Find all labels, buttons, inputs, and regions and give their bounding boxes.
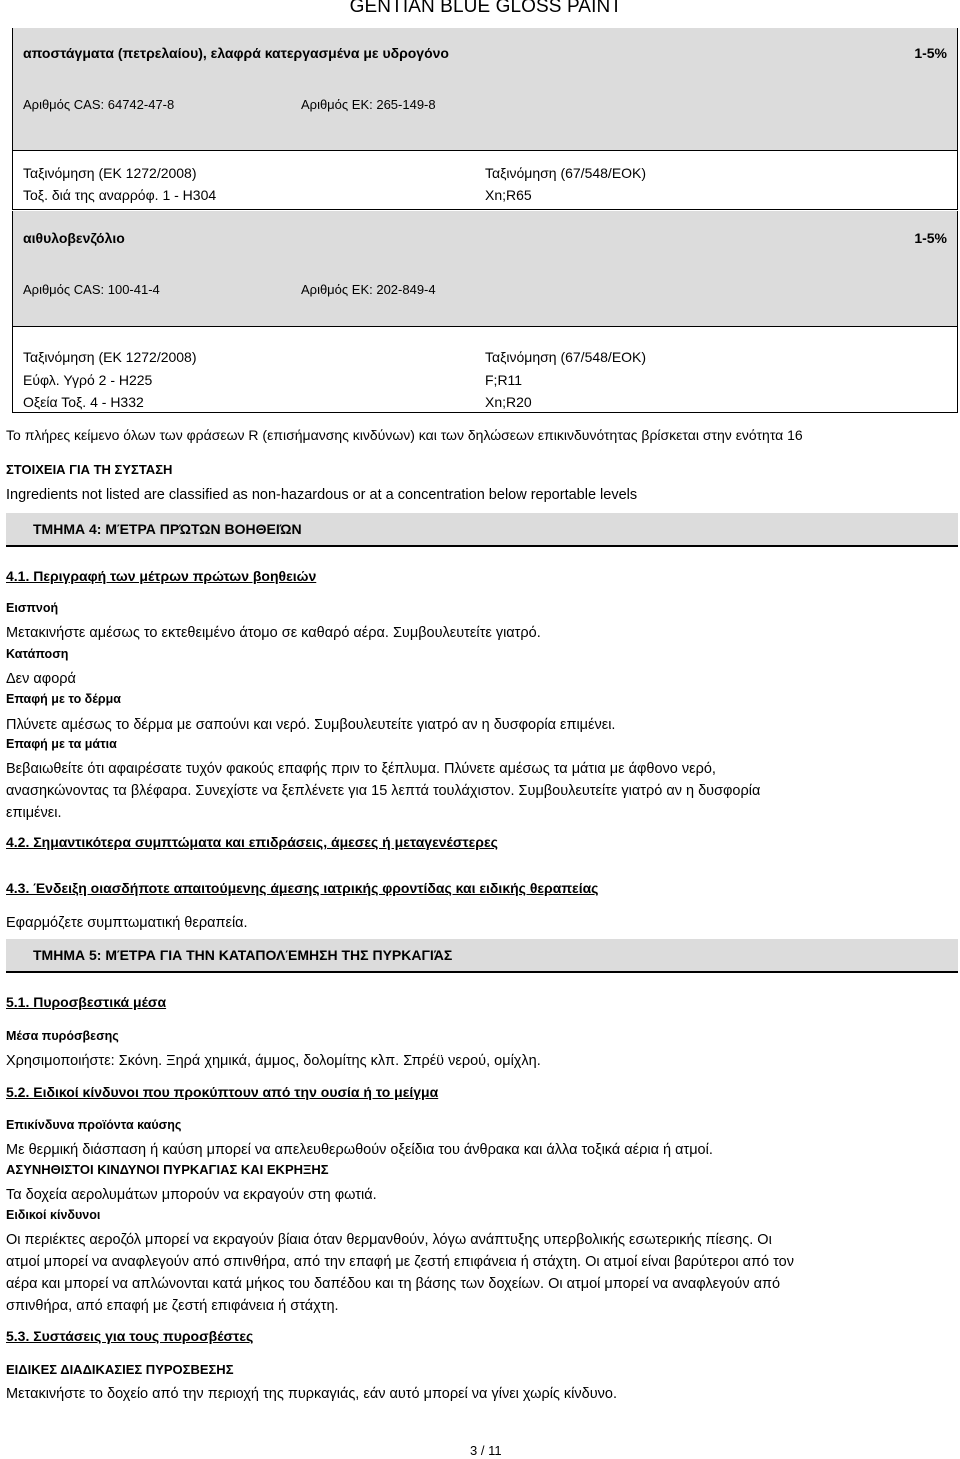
ingredient-name: αιθυλοβενζόλιο <box>23 230 125 246</box>
unusual-hazards-text: Τα δοχεία αερολυμάτων μπορούν να εκραγούν στη φωτιά. <box>6 1187 377 1203</box>
ingredient-percent: 1-5% <box>914 45 947 61</box>
clp-classification-line: Τοξ. διά της αναρρόφ. 1 - H304 <box>23 187 217 203</box>
specific-hazards-line: σπινθήρα, από επαφή με ζεστή επιφάνεια ή στάχτη. <box>6 1298 339 1314</box>
ec-number: Αριθμός ΕΚ: 265-149-8 <box>301 97 436 112</box>
clp-classification-line: Εύφλ. Υγρό 2 - H225 <box>23 372 153 388</box>
document-title: GENTIAN BLUE GLOSS PAINT <box>349 0 622 17</box>
firefighting-procedures-text: Μετακινήστε το δοχείο από την περιοχή της πυρκαγιάς, εάν αυτό μπορεί να γίνει χωρίς κίνδυνο. <box>6 1386 617 1402</box>
specific-hazards-line: αέρα και μπορεί να απλώνονται κατά μήκος του δαπέδου και τη βάσης των δοχείων. Οι ατμοί μπορεί να αναφλεγούν από <box>6 1276 781 1292</box>
clp-classification-line: Οξεία Τοξ. 4 - H332 <box>23 394 144 410</box>
section-4-title: ΤΜΗΜΑ 4: ΜΈΤΡΑ ΠΡΏΤΩΝ ΒΟΗΘΕΙΏΝ <box>33 521 302 537</box>
ingredient-name: αποστάγματα (πετρελαίου), ελαφρά κατεργασμένα με υδρογόνο <box>23 45 449 61</box>
section-4-header <box>6 513 958 547</box>
inhalation-label: Εισπνοή <box>6 601 59 615</box>
ingredient-percent: 1-5% <box>914 230 947 246</box>
cas-number: Αριθμός CAS: 100-41-4 <box>23 282 160 297</box>
dsd-classification-line: Xn;R65 <box>485 187 532 203</box>
ingredient-block-2 <box>12 211 958 413</box>
composition-heading: ΣΤΟΙΧΕΙΑ ΓΙΑ ΤΗ ΣΥΣΤΑΣΗ <box>6 462 173 477</box>
eye-contact-text-line: επιμένει. <box>6 805 62 821</box>
clp-classification-label: Ταξινόμηση (ΕΚ 1272/2008) <box>23 165 197 181</box>
eye-contact-label: Επαφή με τα μάτια <box>6 737 117 751</box>
ec-number: Αριθμός ΕΚ: 202-849-4 <box>301 282 436 297</box>
ingestion-label: Κατάποση <box>6 647 69 661</box>
subsection-4-3-heading: 4.3. Ένδειξη οιασδήποτε απαιτούμενης άμεσης ιατρικής φροντίδας και ειδικής θεραπείας <box>6 880 599 896</box>
firefighting-procedures-label: ΕΙΔΙΚΕΣ ΔΙΑΔΙΚΑΣΙΕΣ ΠΥΡΟΣΒΕΣΗΣ <box>6 1362 234 1377</box>
eye-contact-text-line: Βεβαιωθείτε ότι αφαιρέσατε τυχόν φακούς επαφής πριν το ξέπλυμα. Πλύνετε αμέσως τα μάτια με άφθονο νερό, <box>6 761 716 777</box>
subsection-5-2-heading: 5.2. Ειδικοί κίνδυνοι που προκύπτουν από την ουσία ή το μείγμα <box>6 1084 439 1100</box>
ingestion-text: Δεν αφορά <box>6 671 76 687</box>
ingredient-block-1 <box>12 28 958 210</box>
skin-contact-label: Επαφή με το δέρμα <box>6 692 121 706</box>
specific-hazards-label: Ειδικοί κίνδυνοι <box>6 1208 101 1222</box>
combustion-products-label: Επικίνδυνα προϊόντα καύσης <box>6 1118 182 1132</box>
section-5-title: ΤΜΗΜΑ 5: ΜΈΤΡΑ ΓΙΑ ΤΗΝ ΚΑΤΑΠΟΛΈΜΗΣΗ ΤΗΣ ΠΥΡΚΑΓΙΆΣ <box>33 947 453 963</box>
skin-contact-text: Πλύνετε αμέσως το δέρμα με σαπούνι και νερό. Συμβουλευτείτε γιατρό αν η δυσφορία επιμένει. <box>6 717 616 733</box>
specific-hazards-line: ατμοί μπορεί να αναφλεγούν από σπινθήρα, από την επαφή με ζεστή επιφάνεια ή στάχτη. Οι ατμοί είναι βαρύτεροι από τον <box>6 1254 794 1270</box>
extinguishing-media-text: Χρησιμοποιήστε: Σκόνη. Ξηρά χημικά, άμμος, δολομίτης κλπ. Σπρέϋ νερού, ομίχλη. <box>6 1053 541 1069</box>
composition-text: Ingredients not listed are classified as non-hazardous or at a concentration below reportable levels <box>6 487 638 503</box>
subsection-5-3-heading: 5.3. Συστάσεις για τους πυροσβέστες <box>6 1328 254 1344</box>
clp-classification-label: Ταξινόμηση (ΕΚ 1272/2008) <box>23 349 197 365</box>
extinguishing-media-label: Μέσα πυρόσβεσης <box>6 1029 119 1043</box>
r-phrases-note: Το πλήρες κείμενο όλων των φράσεων R (επισήμανσης κινδύνων) και των δηλώσεων επικινδυνότητας βρίσκεται στην ενότητα 16 <box>6 427 803 443</box>
section-5-header <box>6 939 958 973</box>
combustion-products-text: Με θερμική διάσπαση ή καύση μπορεί να απελευθερωθούν οξείδια του άνθρακα και άλλα τοξικά αέρια ή ατμοί. <box>6 1142 713 1158</box>
dsd-classification-line: Xn;R20 <box>485 394 532 410</box>
eye-contact-text-line: ανασηκώνοντας τα βλέφαρα. Συνεχίστε να ξεπλένετε για 15 λεπτά τουλάχιστον. Συμβουλευτείτε γιατρό αν η δυσφορία <box>6 783 761 799</box>
cas-number: Αριθμός CAS: 64742-47-8 <box>23 97 175 112</box>
subsection-4-1-heading: 4.1. Περιγραφή των μέτρων πρώτων βοηθειών <box>6 568 317 584</box>
dsd-classification-label: Ταξινόμηση (67/548/ΕΟΚ) <box>485 165 647 181</box>
subsection-4-2-heading: 4.2. Σημαντικότερα συμπτώματα και επιδράσεις, άμεσες ή μεταγενέστερες <box>6 834 498 850</box>
unusual-hazards-label: ΑΣΥΝΗΘΙΣΤΟΙ ΚΙΝΔΥΝΟΙ ΠΥΡΚΑΓΙΑΣ ΚΑΙ ΕΚΡΗΞΗΣ <box>6 1162 329 1177</box>
inhalation-text: Μετακινήστε αμέσως το εκτεθειμένο άτομο σε καθαρό αέρα. Συμβουλευτείτε γιατρό. <box>6 625 541 641</box>
dsd-classification-label: Ταξινόμηση (67/548/ΕΟΚ) <box>485 349 647 365</box>
page-number: 3 / 11 <box>470 1443 502 1458</box>
dsd-classification-line: F;R11 <box>485 372 523 388</box>
subsection-5-1-heading: 5.1. Πυροσβεστικά μέσα <box>6 994 167 1010</box>
specific-hazards-line: Οι περιέκτες αεροζόλ μπορεί να εκραγούν βίαια όταν θερμανθούν, λόγω ανάπτυξης υπερβολικής εσωτερικής πίεσης. Οι <box>6 1232 772 1248</box>
treatment-text: Εφαρμόζετε συμπτωματική θεραπεία. <box>6 915 248 931</box>
